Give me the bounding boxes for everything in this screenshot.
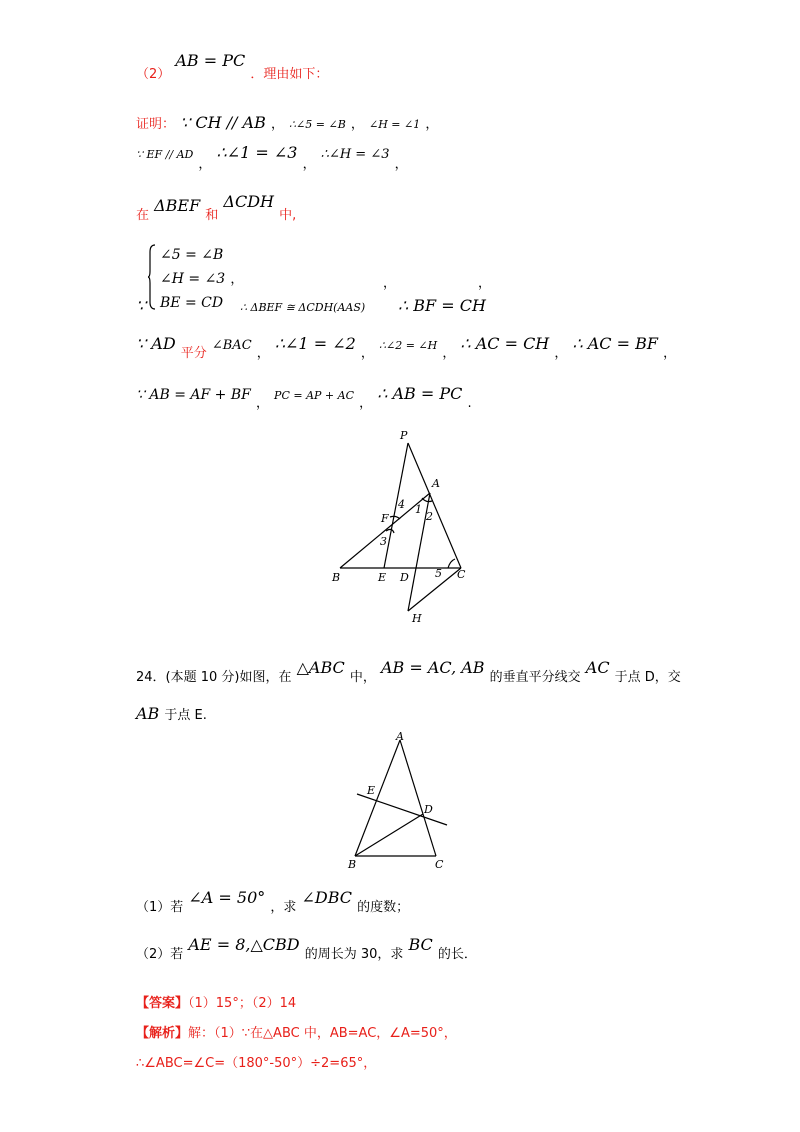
answer-label: 【答案】 — [136, 996, 189, 1011]
figure-1 — [320, 425, 480, 625]
label-angle-1: 1 — [415, 503, 422, 516]
label-h: H — [412, 612, 422, 625]
label-e: E — [378, 571, 387, 584]
angle1-eq-2: ∴∠1 = ∠2 — [274, 334, 356, 353]
label-b: B — [348, 858, 357, 871]
q24-condition: AB = AC, AB — [380, 658, 485, 677]
comma-b: ， — [478, 276, 492, 291]
system-eq-3: BE = CD — [160, 295, 224, 311]
label-angle-5: 5 — [435, 567, 442, 580]
angle-bac: ∠BAC — [211, 338, 252, 353]
perpendicular-bisector — [357, 794, 447, 825]
part2-number: （2） — [136, 67, 171, 82]
proof-l2-b: ∴∠1 = ∠3 — [216, 143, 298, 162]
label-d: D — [424, 803, 433, 816]
angle-mark-5 — [448, 559, 455, 568]
ab-eq-pc: ∴ AB = PC — [377, 384, 463, 403]
proof-l1-b: ∴∠5 = ∠B — [289, 118, 346, 131]
ac-eq-ch: ∴ AC = CH — [460, 334, 550, 353]
label-angle-3: 3 — [380, 535, 387, 548]
system-eq-2: ∠H = ∠3 ， — [160, 271, 244, 287]
label-a: A — [432, 477, 440, 490]
part2-math: AB = PC — [175, 51, 246, 70]
angle-dbc: ∠DBC — [301, 888, 353, 907]
proof-line-1: 证明： ∵ CH // AB ， ∴∠5 = ∠B ， ∠H = ∠1 ， — [136, 113, 439, 132]
figure-2 — [345, 728, 455, 873]
and-label: 和 — [205, 208, 219, 223]
proof-l1-a: ∵ CH // AB — [180, 113, 266, 132]
label-e: E — [367, 784, 376, 797]
pc-sum: PC = AP + AC — [274, 389, 354, 402]
angle-mark-3 — [386, 529, 394, 533]
ad: ∵ AD — [136, 334, 176, 353]
angle2-eq-h: ∴∠2 = ∠H — [378, 339, 438, 352]
q24-number: 24．(本题 10 分)如图，在 — [136, 670, 292, 685]
q24-line-2: AB 于点 E. — [136, 704, 207, 723]
bisect-label: 平分 — [180, 346, 207, 361]
analysis-label: 【解析】 — [136, 1026, 189, 1041]
side-ab — [355, 740, 400, 856]
system-eq-1: ∠5 = ∠B — [160, 247, 224, 263]
proof-line-5: ∵ AD $_{平分}$ ∠BAC $_,$ ∴∠1 = ∠2 $_,$ ∴∠2 = ∠H $_,$ ∴ AC = CH $_,$ ∴ AC = BF $_,$ — [136, 334, 677, 361]
q24-line-1: $_{24.(本题 10 分)如图,在}$ △ABC $_{中,}$ AB = AC, AB $_{的垂直平分线交}$ AC $_{于点 D,交}$ — [136, 658, 681, 685]
triangle-cdh: ΔCDH — [223, 192, 274, 211]
in-triangles-line — [136, 192, 297, 223]
bf-equals-ch: ∴ BF = CH — [398, 296, 486, 315]
label-angle-2: 2 — [426, 510, 433, 523]
side-ac — [400, 740, 436, 856]
q24-triangle: △ABC — [296, 658, 345, 677]
angle-a-50: ∠A = 50° — [188, 888, 266, 907]
label-p: P — [400, 429, 408, 442]
part2-line — [136, 51, 329, 82]
congruence: ∴ ΔBEF ≅ ΔCDH(AAS) — [240, 301, 366, 314]
label-d: D — [400, 571, 409, 584]
analysis-line-2: ∴∠ABC=∠C=（180°-50°）÷2=65°， — [136, 1056, 377, 1071]
q24-ac: AC — [585, 658, 610, 677]
proof-l2-c: ∴∠H = ∠3 — [320, 147, 390, 162]
label-c: C — [435, 858, 444, 871]
q24-ab: AB — [136, 704, 160, 723]
proof-l2-a: ∵ EF // AD — [136, 148, 194, 161]
proof-line-2: ∵ EF // AD $_,$ ∴∠1 = ∠3 $_,$ ∴∠H = ∠3 $_,$ — [136, 143, 408, 172]
ab-sum: ∵ AB = AF + BF — [136, 387, 251, 403]
proof-line-6: ∵ AB = AF + BF $_,$ PC = AP + AC $_,$ ∴ AB = PC $_.$ — [136, 384, 472, 411]
proof-label: 证明： — [136, 117, 176, 132]
part2-reason: ．理由如下： — [250, 67, 329, 82]
segment-bd — [355, 814, 423, 856]
triangle-bef: ΔBEF — [154, 196, 201, 215]
label-b: B — [332, 571, 341, 584]
label-c: C — [457, 568, 466, 581]
label-a: A — [396, 730, 404, 743]
answer-text: （1）15°；（2）14 — [188, 996, 297, 1011]
system-brace — [148, 244, 156, 310]
ac-eq-bf: ∴ AC = BF — [572, 334, 658, 353]
analysis-line-1: 【解析】解：（1）∵在△ABC 中，AB=AC，∠A=50°， — [136, 1026, 457, 1041]
q24-part-2: $_{(2)若}$ AE = 8,△CBD $_{的周长为 30,求}$ BC $_{的长.}$ — [136, 935, 477, 962]
label-angle-4: 4 — [398, 498, 405, 511]
ae-8-perimeter: AE = 8,△CBD — [188, 935, 300, 954]
q24-part-1: $_{(1)若}$ ∠A = 50° $_{,求}$ ∠DBC $_{的度数;}$ — [136, 888, 410, 915]
in-label: 在 — [136, 208, 150, 223]
since-symbol: ∵ — [136, 296, 147, 315]
answer-line — [136, 992, 296, 1011]
comma-a: ， — [383, 276, 397, 291]
bc: BC — [408, 935, 433, 954]
label-f: F — [381, 512, 389, 525]
proof-l1-c: ∠H = ∠1 — [368, 118, 421, 131]
mid-label: 中, — [279, 208, 297, 223]
